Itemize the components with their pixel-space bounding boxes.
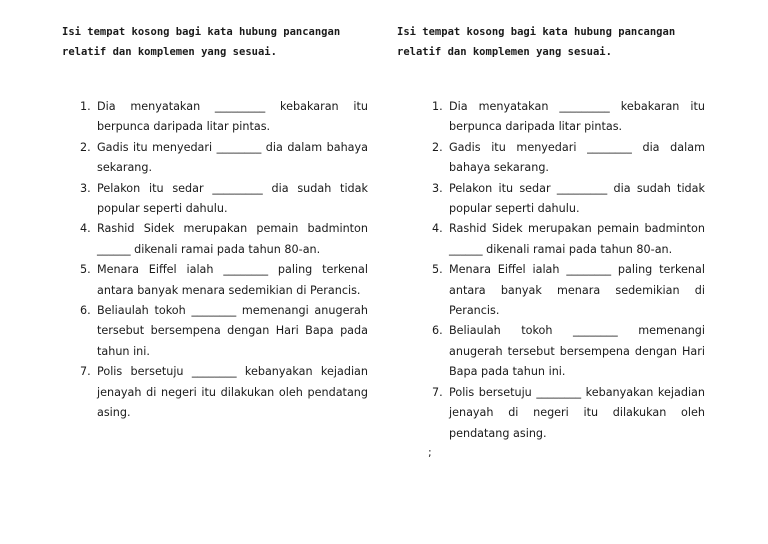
question-text: Polis bersetuju ________ kebanyakan kejadian jenayah di negeri itu dilakukan oleh pendatang asing.: [449, 385, 705, 440]
question-number: 1.: [80, 100, 91, 113]
question-item: [80, 260, 368, 301]
question-number: 4.: [80, 222, 91, 236]
question-number: 6.: [432, 324, 443, 338]
question-number: 3.: [80, 181, 91, 195]
question-item: [432, 97, 705, 138]
trailing-punctuation: ;: [428, 445, 432, 459]
question-text: Dia menyatakan _________ kebakaran itu berpunca daripada litar pintas.: [97, 100, 368, 134]
heading-line: relatif dan komplemen yang sesuai.: [397, 46, 612, 58]
heading-line: Isi tempat kosong bagi kata hubung pancangan: [397, 26, 676, 38]
question-number: 6.: [80, 304, 91, 318]
question-text: Menara Eiffel ialah ________ paling terkenal antara banyak menara sedemikian di Perancis.: [449, 263, 705, 318]
question-text: Rashid Sidek merupakan pemain badminton ______ dikenali ramai pada tahun 80-an.: [449, 222, 705, 256]
question-text: Menara Eiffel ialah ________ paling terkenal antara banyak menara sedemikian di Perancis.: [97, 263, 368, 297]
question-text: Polis bersetuju ________ kebanyakan kejadian jenayah di negeri itu dilakukan oleh pendatang asing.: [97, 365, 368, 420]
question-text: Dia menyatakan _________ kebakaran itu berpunca daripada litar pintas.: [449, 100, 705, 134]
question-item: [80, 219, 368, 260]
question-text: Gadis itu menyedari ________ dia dalam bahaya sekarang.: [97, 140, 368, 175]
question-item: [80, 179, 368, 220]
question-item: [80, 301, 368, 362]
question-number: 7.: [432, 385, 443, 399]
question-item: [80, 138, 368, 179]
heading-line: relatif dan komplemen yang sesuai.: [62, 46, 277, 58]
question-number: 4.: [432, 222, 443, 236]
question-text: Beliaulah tokoh ________ memenangi anugerah tersebut bersempena dengan Hari Bapa pada tahun ini.: [97, 304, 368, 358]
question-item: [432, 321, 705, 382]
right-question-list: [432, 97, 705, 444]
question-text: Rashid Sidek merupakan pemain badminton ______ dikenali ramai pada tahun 80-an.: [97, 222, 368, 256]
right-instruction-heading: [397, 22, 705, 62]
question-number: 1.: [432, 100, 443, 113]
question-item: [432, 138, 705, 179]
question-number: 5.: [432, 263, 443, 277]
question-item: [432, 219, 705, 260]
left-question-list: [80, 97, 368, 424]
question-number: 3.: [432, 181, 443, 195]
question-text: Pelakon itu sedar _________ dia sudah tidak popular seperti dahulu.: [97, 181, 368, 216]
question-item: [80, 362, 368, 423]
question-text: Beliaulah tokoh ________ memenangi anugerah tersebut bersempena dengan Hari Bapa pada tahun ini.: [449, 324, 705, 379]
left-instruction-heading: [62, 22, 368, 62]
left-worksheet-column: [62, 22, 368, 424]
question-item: [432, 179, 705, 220]
right-worksheet-column: [397, 22, 705, 459]
question-item: [432, 383, 705, 444]
heading-line: Isi tempat kosong bagi kata hubung pancangan: [62, 26, 341, 38]
question-number: 2.: [432, 140, 443, 154]
question-text: Pelakon itu sedar _________ dia sudah tidak popular seperti dahulu.: [449, 181, 705, 216]
question-number: 2.: [80, 140, 91, 154]
question-number: 5.: [80, 263, 91, 277]
question-item: [432, 260, 705, 321]
question-item: [80, 97, 368, 138]
question-text: Gadis itu menyedari ________ dia dalam bahaya sekarang.: [449, 140, 705, 175]
question-number: 7.: [80, 365, 91, 379]
